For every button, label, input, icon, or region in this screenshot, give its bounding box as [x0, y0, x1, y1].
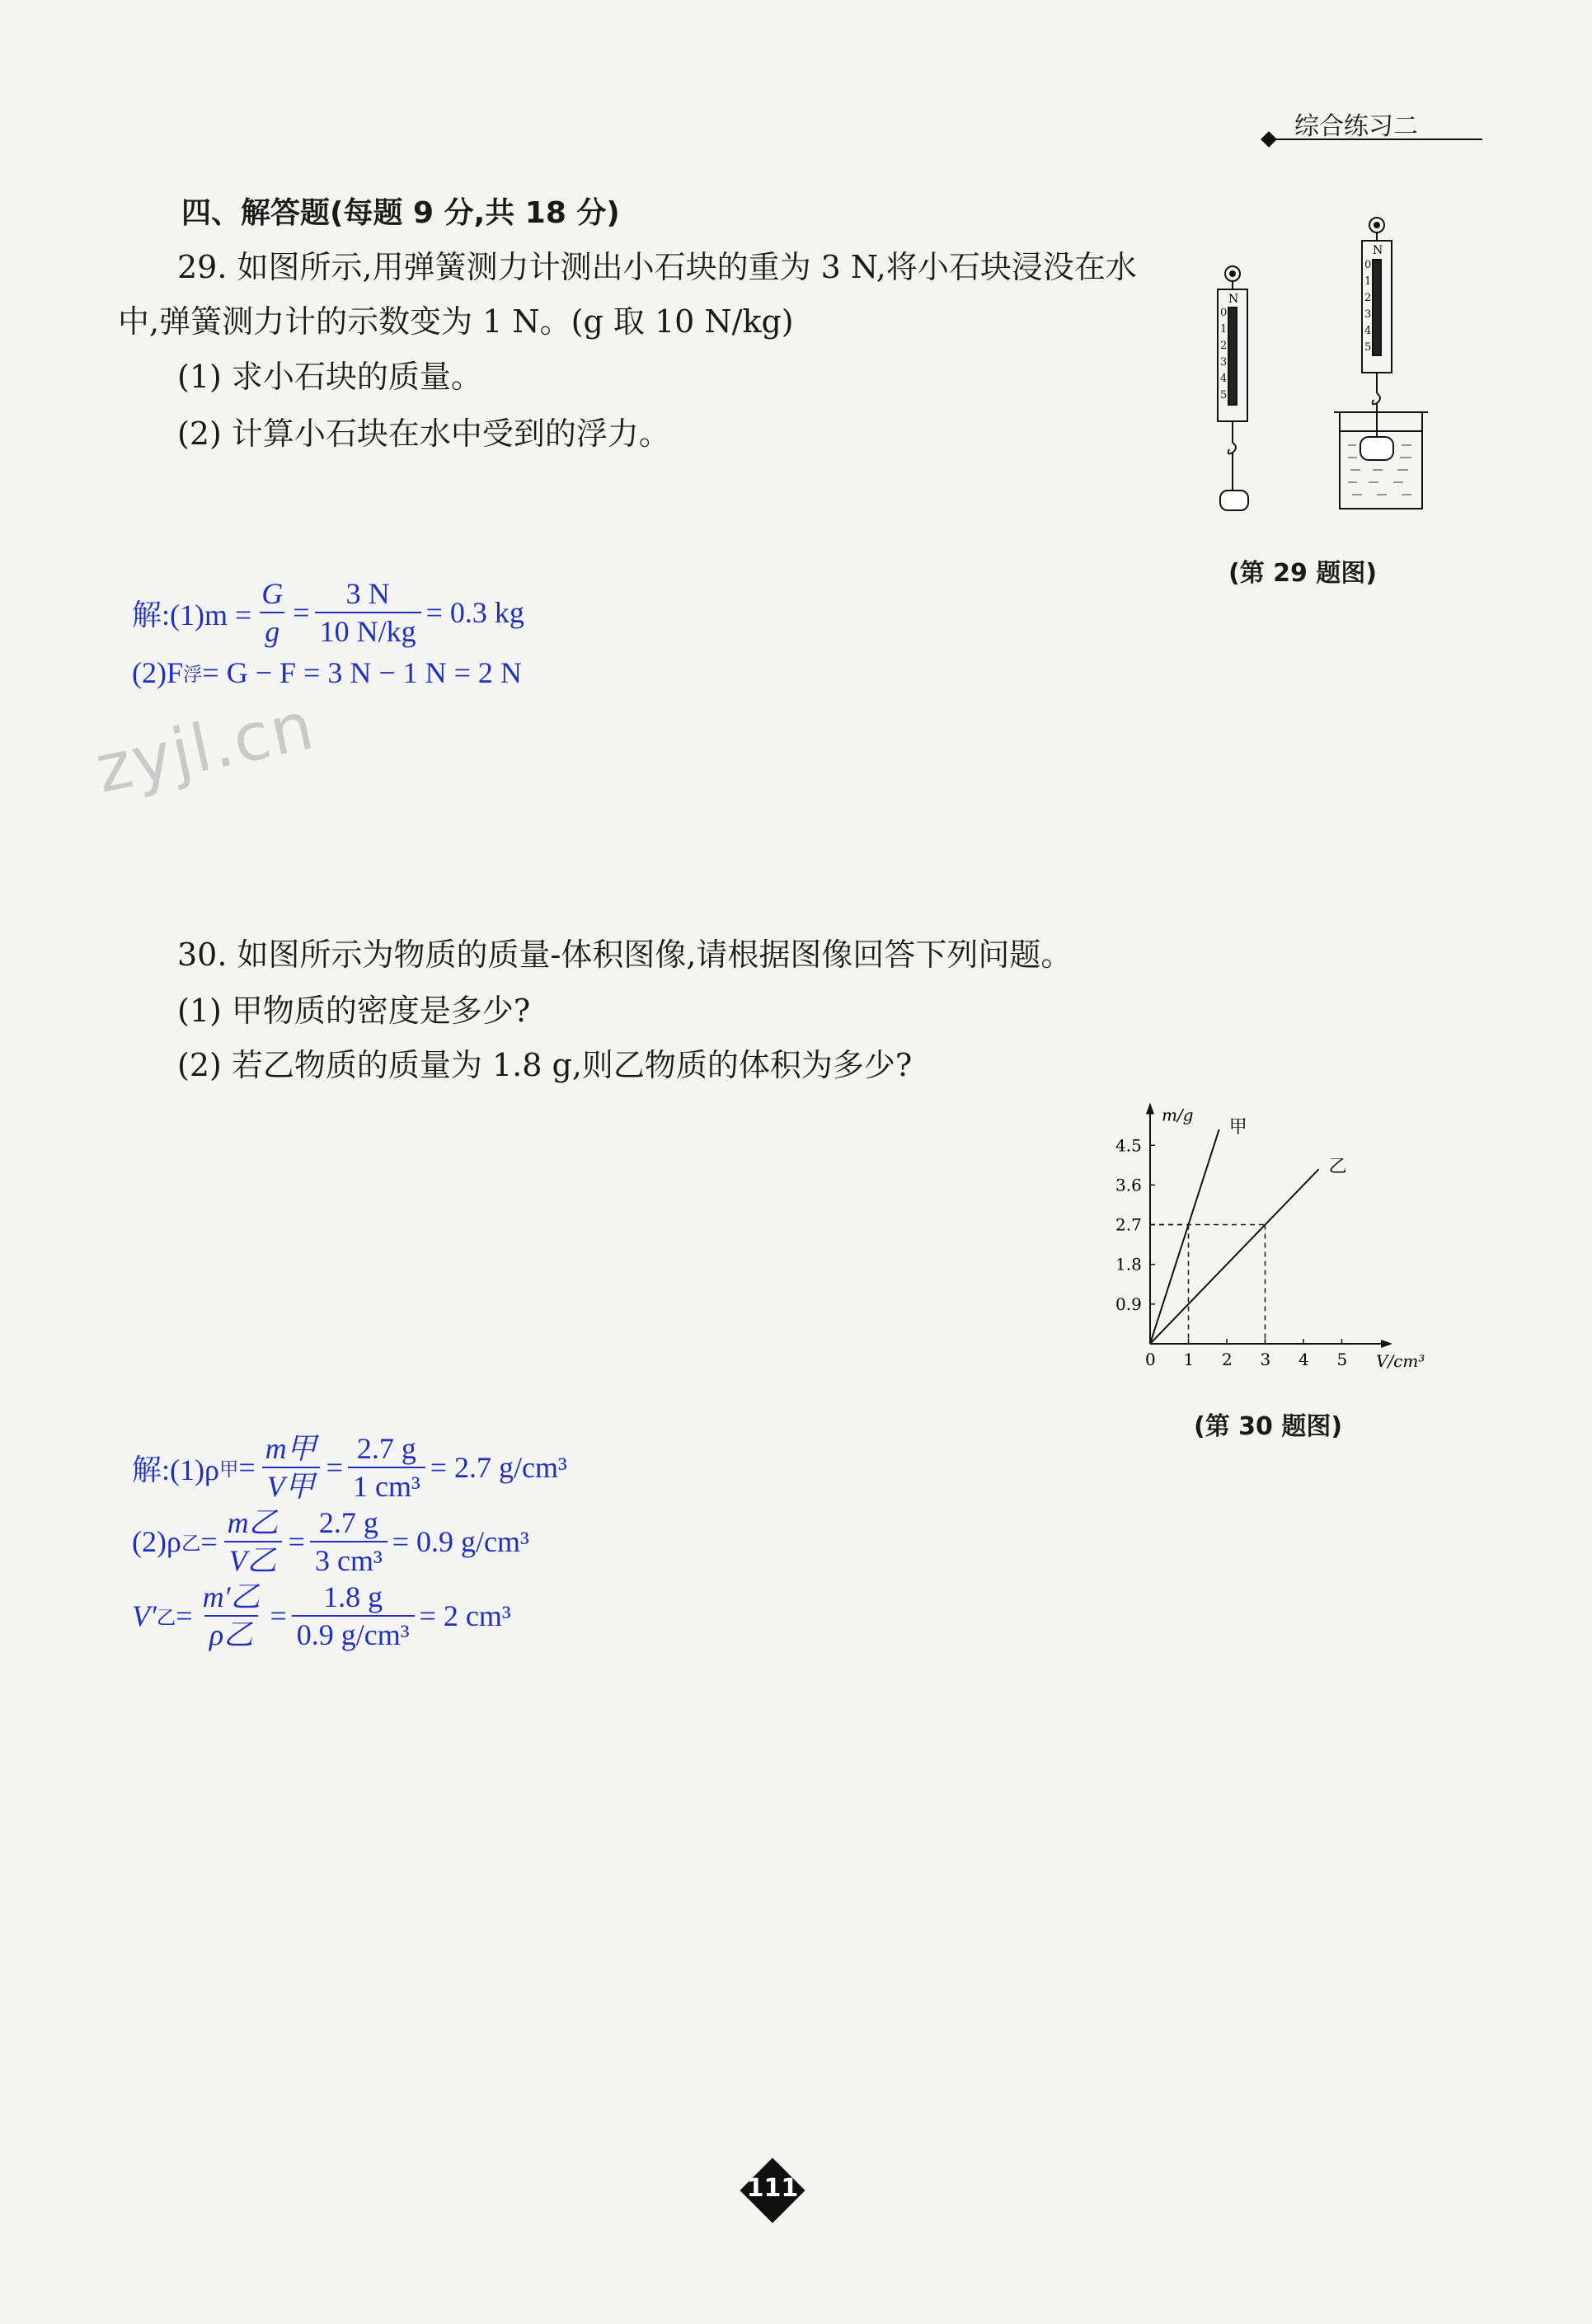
- x-tick-label: 2: [1222, 1350, 1233, 1369]
- page-number-badge: [740, 2157, 805, 2223]
- series-line-甲: [1150, 1129, 1219, 1344]
- q30-l2-frac1: $\frac{\text{m乙}}{\text{V乙}}$: [223, 1505, 284, 1579]
- y-tick-label: 4.5: [1115, 1135, 1142, 1156]
- header-diamond-icon: [1261, 131, 1277, 148]
- x-tick-label: 5: [1336, 1350, 1348, 1369]
- q29-ans-eq: =: [293, 596, 310, 629]
- q30-sub1: (1) 甲物质的密度是多少?: [177, 993, 531, 1029]
- svg-text:3: 3: [1220, 356, 1228, 369]
- q29-sub2: (2) 计算小石块在水中受到的浮力。: [177, 416, 670, 452]
- q29-line1: 29. 如图所示,用弹簧测力计测出小石块的重为 3 N,将小石块浸没在水: [177, 249, 1137, 285]
- q30-caption: (第 30 题图): [1194, 1412, 1343, 1441]
- q29-ans-result: = 0.3 kg: [425, 596, 524, 629]
- scale-left-ticks: [1220, 307, 1227, 401]
- watermark: zyjl.cn: [89, 687, 322, 808]
- y-tick-label: 0.9: [1115, 1293, 1142, 1314]
- svg-text:0: 0: [1220, 307, 1228, 319]
- q29-ans-prefix: 解:(1)m =: [132, 598, 252, 631]
- svg-text:3: 3: [1364, 308, 1372, 321]
- x-axis-arrow: [1381, 1340, 1392, 1348]
- svg-text:4: 4: [1220, 373, 1228, 385]
- y-tick-label: 2.7: [1115, 1214, 1142, 1235]
- q30-answer-line3: V′ 乙 = $\frac{\text{m′乙}}{\text{ρ乙}}$ = $\frac{1.8 g}{\text{0.9 g/cm³}}$ = 2 cm³: [132, 1580, 511, 1651]
- x-tick-label: 3: [1260, 1350, 1271, 1369]
- q30-line1: 30. 如图所示为物质的质量-体积图像,请根据图像回答下列问题。: [177, 937, 1073, 973]
- svg-text:5: 5: [1220, 389, 1228, 401]
- scale-right-ticks: [1364, 259, 1371, 354]
- svg-text:1: 1: [1364, 275, 1372, 288]
- y-tick-label: 1.8: [1115, 1254, 1142, 1275]
- y-tick-label: 3.6: [1115, 1175, 1142, 1195]
- svg-text:5: 5: [1364, 341, 1372, 354]
- scale-left-unit: N: [1228, 293, 1239, 306]
- x-tick-label: 4: [1298, 1350, 1309, 1369]
- mass-volume-chart: [1105, 1088, 1451, 1385]
- series-line-乙: [1150, 1169, 1319, 1344]
- q29-ans-frac2: $\frac{3 N}{10 N/kg}$: [315, 575, 421, 650]
- svg-text:1: 1: [1220, 323, 1228, 336]
- header-title: 综合练习二: [1294, 112, 1418, 141]
- q30-sub2: (2) 若乙物质的质量为 1.8 g,则乙物质的体积为多少?: [177, 1047, 913, 1083]
- x-tick-label: 1: [1183, 1350, 1195, 1369]
- header: [1253, 106, 1500, 155]
- x-tick-label: 0: [1145, 1350, 1156, 1369]
- q30-l3-frac1: $\frac{\text{m′乙}}{\text{ρ乙}}$: [202, 1580, 261, 1651]
- q29-answer-line1: [132, 575, 524, 650]
- q30-l1-frac1: $\frac{\text{m甲}}{\text{V甲}}$: [261, 1430, 322, 1505]
- q29-sub1: (1) 求小石块的质量。: [177, 359, 482, 395]
- q29-line2: 中,弹簧测力计的示数变为 1 N。(g 取 10 N/kg): [118, 303, 794, 340]
- q30-answer-line2: (2)ρ 乙 = $\frac{\text{m乙}}{\text{V乙}}$ = $\frac{2.7 g}{\text{3 cm³}}$ = 0.9 g/cm³: [132, 1506, 529, 1577]
- q29-ans-frac1: $\frac{G}{g}$: [261, 577, 284, 648]
- section-title: 四、解答题(每题 9 分,共 18 分): [181, 196, 620, 230]
- q30-l3-frac2: $\frac{1.8 g}{\text{0.9 g/cm³}}$: [292, 1579, 415, 1653]
- series-label: 乙: [1328, 1157, 1347, 1178]
- svg-text:4: 4: [1364, 325, 1372, 337]
- q29-caption: (第 29 题图): [1228, 559, 1378, 588]
- q30-l1-frac2: $\frac{2.7 g}{\text{1 cm³}}$: [348, 1430, 425, 1505]
- y-axis-label: m/g: [1162, 1105, 1194, 1125]
- y-axis-arrow: [1146, 1103, 1154, 1115]
- q29-answer-line2: (2)F 浮 = G − F = 3 N − 1 N = 2 N: [132, 656, 522, 689]
- svg-text:2: 2: [1220, 340, 1228, 352]
- series-label: 甲: [1228, 1116, 1247, 1138]
- svg-text:0: 0: [1364, 259, 1372, 271]
- x-axis-label: V/cm³: [1376, 1351, 1425, 1371]
- scale-right-unit: N: [1373, 244, 1383, 257]
- q30-l2-frac2: $\frac{2.7 g}{\text{3 cm³}}$: [310, 1505, 387, 1579]
- page-number: 111: [746, 2174, 799, 2203]
- q29-figure: [1195, 210, 1443, 523]
- svg-text:2: 2: [1364, 292, 1372, 304]
- q30-answer-line1: 解:(1)ρ 甲 = $\frac{\text{m甲}}{\text{V甲}}$ = $\frac{2.7 g}{\text{1 cm³}}$ = 2.7 g/cm³: [132, 1432, 567, 1503]
